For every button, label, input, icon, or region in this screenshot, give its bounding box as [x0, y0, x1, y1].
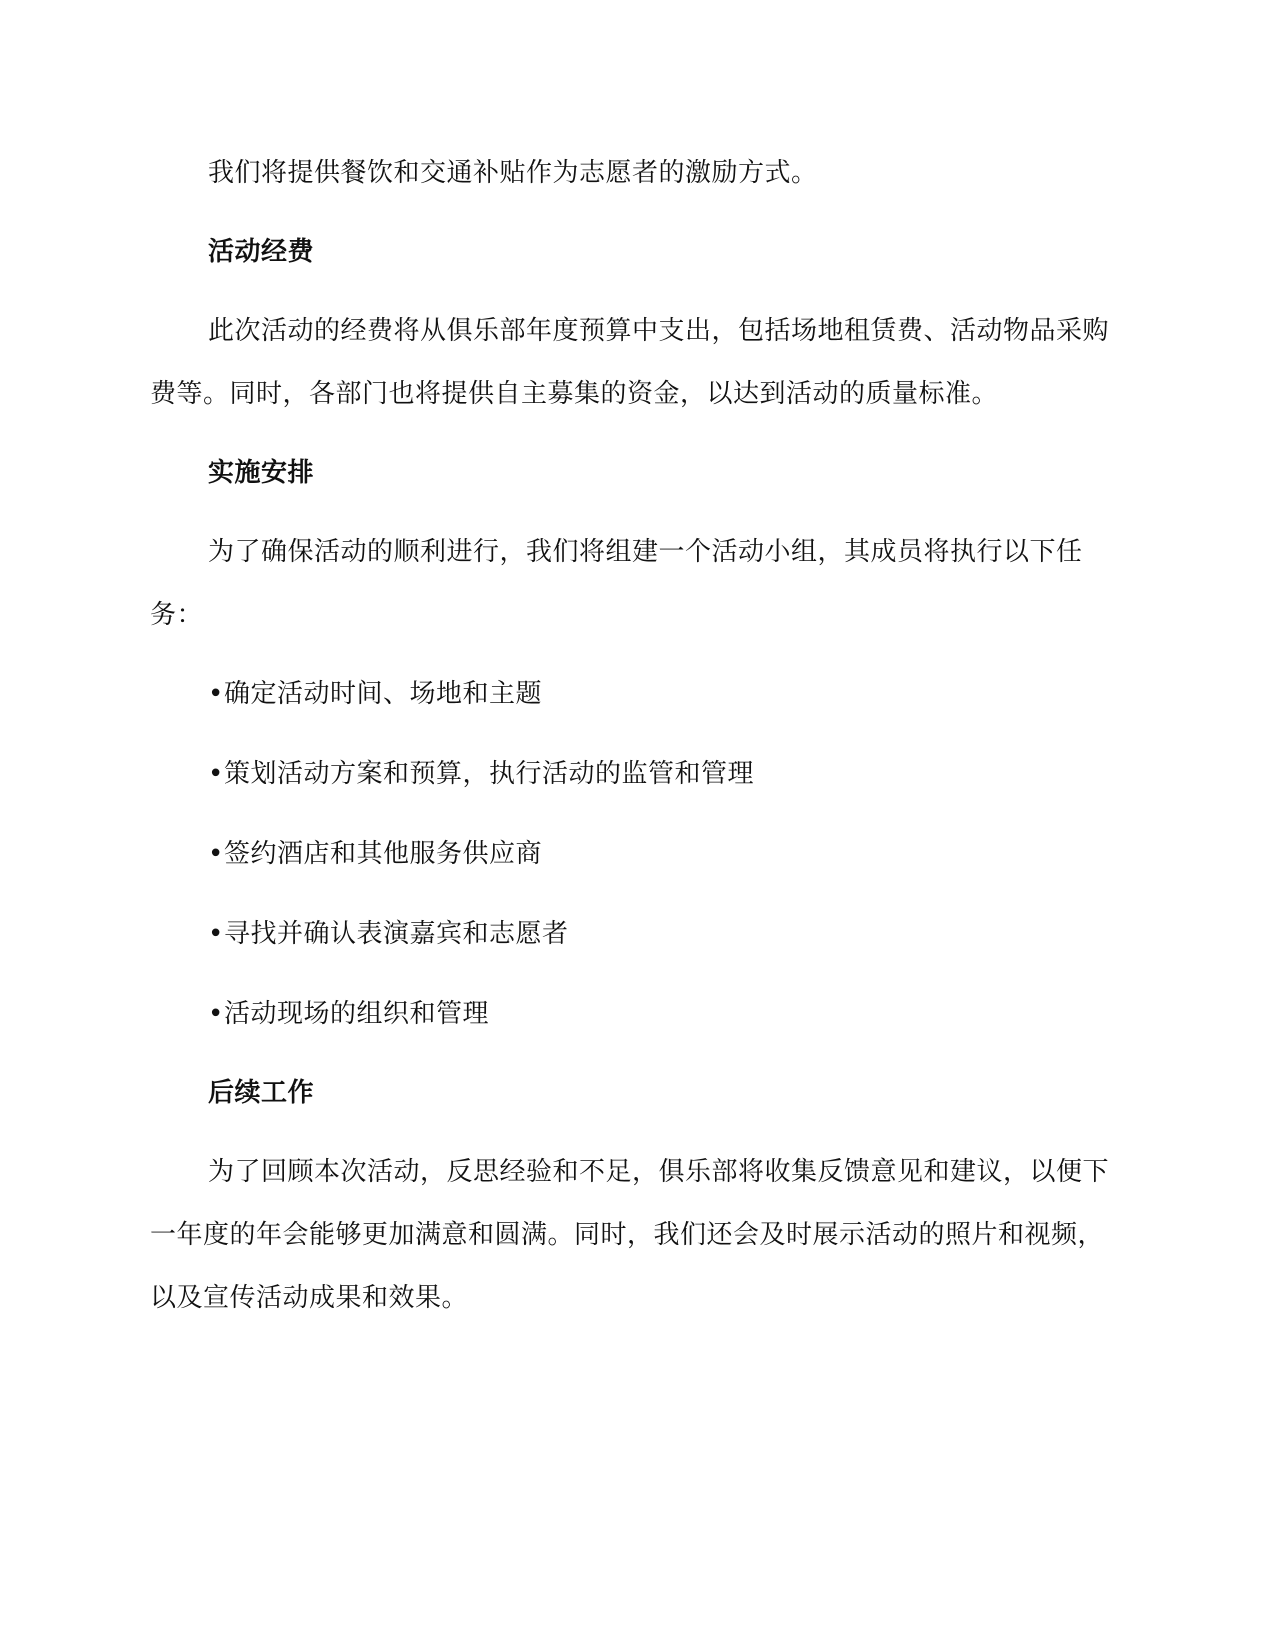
bullet-icon: • [208, 759, 224, 789]
bullet-icon: • [208, 919, 224, 949]
list-item [150, 823, 1115, 886]
bullet-icon: • [208, 679, 224, 709]
followup-paragraph: 为了回顾本次活动，反思经验和不足，俱乐部将收集反馈意见和建议，以便下一年度的年会能够更加满意和圆满。同时，我们还会及时展示活动的照片和视频，以及宣传活动成果和效果。 [150, 1157, 1110, 1313]
list-item [150, 663, 1115, 726]
section-heading-funding: 活动经费 [208, 237, 315, 267]
task-list [150, 663, 1115, 1046]
list-item-text: 签约酒店和其他服务供应商 [224, 839, 543, 869]
section-heading-implementation: 实施安排 [208, 458, 315, 488]
section-heading-followup: 后续工作 [208, 1078, 315, 1108]
intro-paragraph: 我们将提供餐饮和交通补贴作为志愿者的激励方式。 [208, 158, 818, 188]
list-item-text: 活动现场的组织和管理 [224, 999, 490, 1029]
list-item [150, 983, 1115, 1046]
document-body [150, 142, 1115, 1330]
bullet-icon: • [208, 999, 224, 1029]
funding-paragraph: 此次活动的经费将从俱乐部年度预算中支出，包括场地租赁费、活动物品采购费等。同时，各部门也将提供自主募集的资金，以达到活动的质量标准。 [150, 316, 1110, 409]
list-item [150, 903, 1115, 966]
list-item-text: 寻找并确认表演嘉宾和志愿者 [224, 919, 569, 949]
implementation-paragraph: 为了确保活动的顺利进行，我们将组建一个活动小组，其成员将执行以下任务： [150, 537, 1083, 630]
bullet-icon: • [208, 839, 224, 869]
list-item-text: 确定活动时间、场地和主题 [224, 679, 543, 709]
list-item-text: 策划活动方案和预算，执行活动的监管和管理 [224, 759, 755, 789]
list-item [150, 743, 1115, 806]
